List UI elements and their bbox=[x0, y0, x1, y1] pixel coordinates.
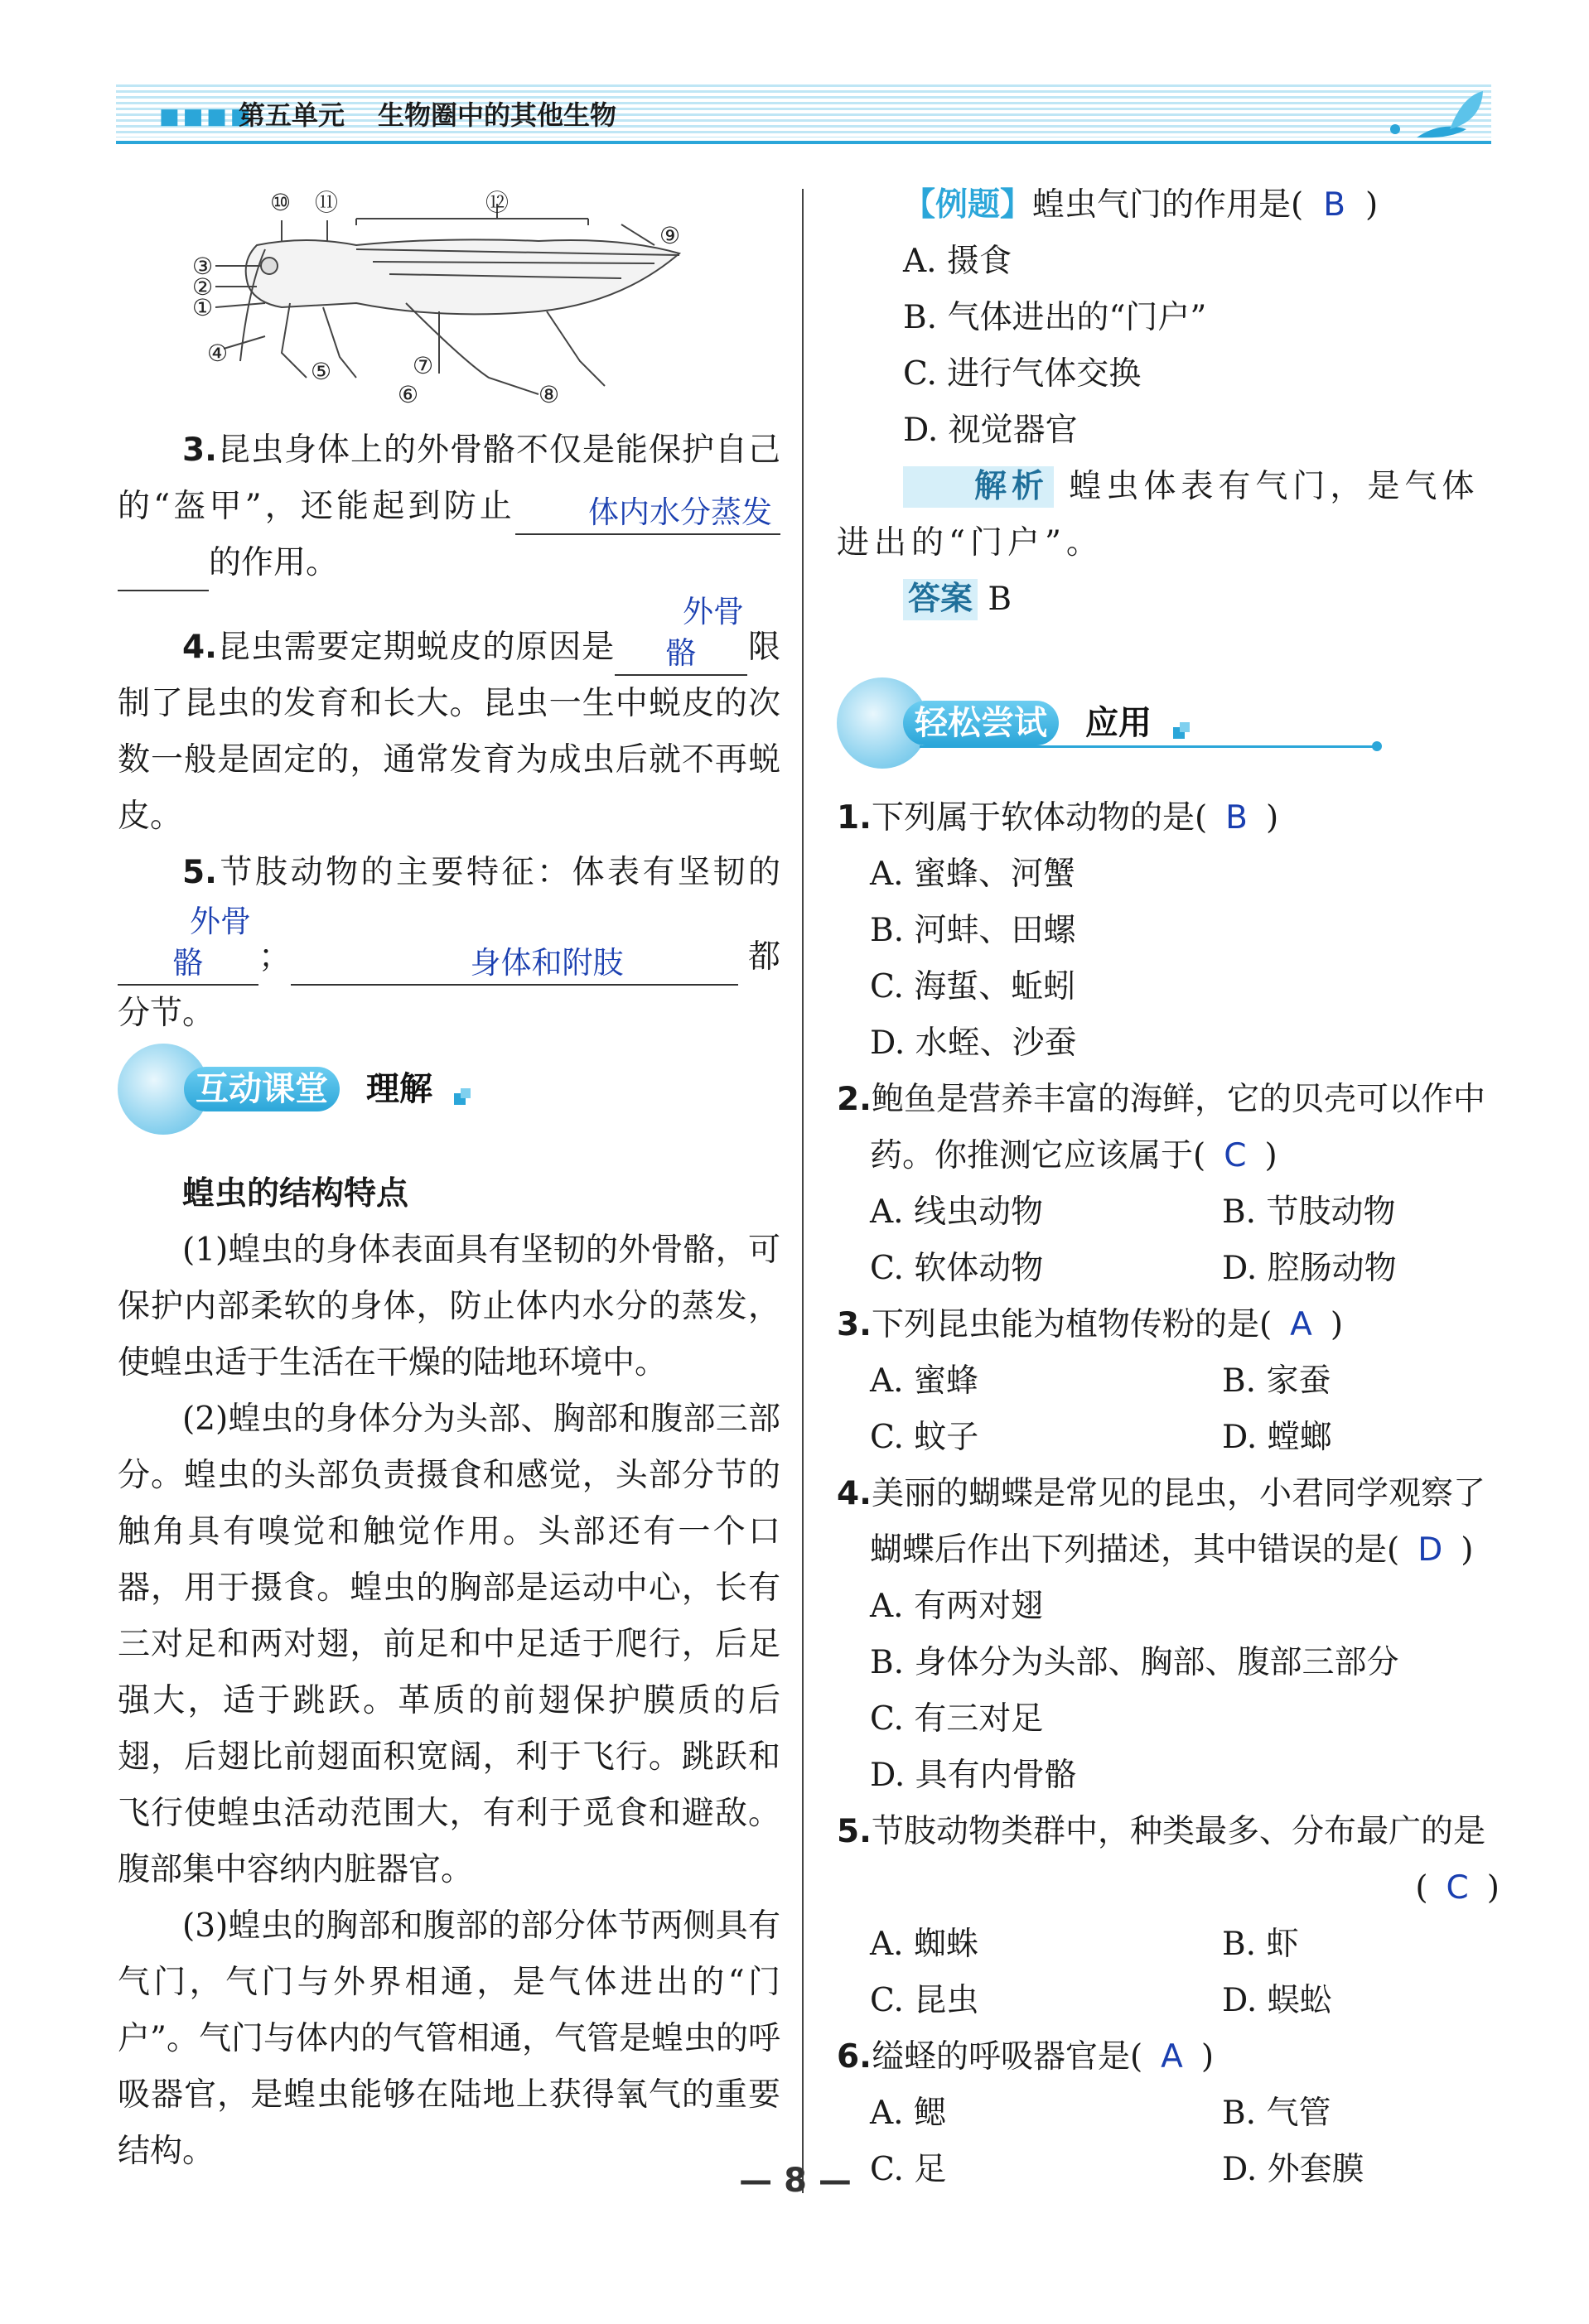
example-tag: 【例题】 bbox=[903, 186, 1033, 224]
diagram-label-10: ⑩ bbox=[270, 189, 292, 216]
example-question: 【例题】蝗虫气门的作用是( B ) bbox=[903, 186, 1379, 224]
practice-question-1: 1.下列属于软体动物的是( B ) bbox=[837, 799, 1279, 837]
q6-options-row-2: C. 足 D. 外套膜 bbox=[870, 2151, 1364, 2188]
banner-pill: 互动课堂 bbox=[184, 1067, 340, 1111]
header-rule bbox=[116, 141, 1491, 144]
example-option-d: D. 视觉器官 bbox=[903, 412, 1078, 449]
answer-tag: 答案 bbox=[903, 579, 978, 620]
q5-options-row-1: A. 蜘蛛 B. 虾 bbox=[870, 1926, 1299, 1963]
locust-diagram bbox=[191, 187, 704, 411]
diagram-label-6: ⑥ bbox=[398, 381, 419, 408]
diagram-label-7: ⑦ bbox=[413, 352, 434, 379]
example-answer: B bbox=[1323, 186, 1345, 224]
leaf-decoration-icon bbox=[1384, 88, 1491, 141]
question-3: 3.昆虫身体上的外骨骼不仅是能保护自己的“盔甲”，还能起到防止 体内水分蒸发的作用。 bbox=[118, 422, 780, 591]
practice-question-4: 4.美丽的蝴蝶是常见的昆虫，小君同学观察了 bbox=[837, 1475, 1485, 1512]
practice-question-5-answer: ( C ) bbox=[1415, 1869, 1500, 1907]
practice-questions bbox=[837, 790, 1500, 2198]
example-analysis: 解析 蝗虫体表有气门，是气体进出的“门户”。 bbox=[837, 468, 1480, 562]
example-option-a: A. 摄食 bbox=[903, 243, 1012, 280]
practice-question-4-cont: 蝴蝶后作出下列描述，其中错误的是( D ) bbox=[870, 1531, 1474, 1569]
analysis-tag: 解析 bbox=[903, 466, 1054, 508]
page-header bbox=[116, 80, 1491, 149]
practice-question-3: 3.下列昆虫能为植物传粉的是( A ) bbox=[837, 1306, 1344, 1343]
section-banner-interactive bbox=[118, 1044, 532, 1135]
topic-paragraph-3: (3)蝗虫的胸部和腹部的部分体节两侧具有气门，气门与外界相通，是气体进出的“门户”。气门与体内的气管相通，气管是蝗虫的呼吸器官，是蝗虫能够在陆地上获得氧气的重要结构。 bbox=[118, 1907, 780, 2170]
q5-options-row-2: C. 昆虫 D. 蜈蚣 bbox=[870, 1982, 1332, 2019]
practice-question-6: 6.缢蛏的呼吸器官是( A ) bbox=[837, 2038, 1215, 2076]
page-number: — 8 — bbox=[739, 2162, 852, 2200]
left-questions bbox=[118, 422, 780, 1042]
q2-options-row-2: C. 软体动物 D. 腔肠动物 bbox=[870, 1250, 1397, 1287]
banner-line-2 bbox=[920, 745, 1374, 748]
answer-blank-q5a: 外骨骼 bbox=[118, 901, 258, 986]
header-unit: 第五单元 bbox=[239, 99, 345, 131]
column-divider bbox=[802, 189, 804, 2193]
header-chapter: 生物圈中的其他生物 bbox=[378, 99, 617, 131]
diagram-label-4: ④ bbox=[207, 340, 229, 367]
question-4: 4.昆虫需要定期蜕皮的原因是外骨骼 限制了昆虫的发育和长大。昆虫一生中蜕皮的次数一般是固定的，通常发育为成虫后就不再蜕皮。 bbox=[118, 591, 780, 845]
topic-paragraph-1: (1)蝗虫的身体表面具有坚韧的外骨骼，可保护内部柔软的身体，防止体内水分的蒸发，使蝗虫适于生活在干燥的陆地环境中。 bbox=[118, 1232, 780, 1381]
banner-rest: 理解 bbox=[366, 1070, 432, 1108]
answer-blank-q3: 体内水分蒸发 bbox=[515, 492, 780, 535]
header-dots-icon: ■■■■ bbox=[159, 104, 254, 129]
q1-option-d: D. 水蛭、沙蚕 bbox=[870, 1025, 1077, 1062]
q4-option-a: A. 有两对翅 bbox=[870, 1588, 1043, 1625]
practice-question-2-cont: 药。你推测它应该属于( C ) bbox=[870, 1137, 1277, 1174]
diagram-label-12: ⑫ bbox=[485, 189, 510, 216]
answer-blank-q5b: 身体和附肢 bbox=[291, 943, 738, 986]
practice-question-2: 2.鲍鱼是营养丰富的海鲜，它的贝壳可以作中 bbox=[837, 1081, 1485, 1118]
q1-option-b: B. 河蚌、田螺 bbox=[870, 912, 1076, 949]
q4-option-b: B. 身体分为头部、胸部、腹部三部分 bbox=[870, 1644, 1399, 1681]
q6-options-row-1: A. 鳃 B. 气管 bbox=[870, 2095, 1331, 2132]
q3-options-row-2: C. 蚊子 D. 螳螂 bbox=[870, 1419, 1332, 1456]
q4-option-c: C. 有三对足 bbox=[870, 1700, 1044, 1738]
header-title bbox=[239, 94, 616, 133]
diagram-label-5: ⑤ bbox=[311, 358, 332, 385]
diagram-label-11: ⑪ bbox=[315, 189, 339, 216]
section-banner-practice bbox=[837, 677, 1384, 769]
q1-option-a: A. 蜜蜂、河蟹 bbox=[870, 856, 1075, 893]
example-option-b: B. 气体进出的“门户” bbox=[903, 299, 1207, 336]
example-option-c: C. 进行气体交换 bbox=[903, 355, 1142, 393]
topic-paragraph-2: (2)蝗虫的身体分为头部、胸部和腹部三部分。蝗虫的头部负责摄食和感觉，头部分节的触角具有嗅觉和触觉作用。头部还有一个口器，用于摄食。蝗虫的胸部是运动中心，长有三对足和两对翅，前足和中足适于爬行，后足强大，适于跳跃。革质的前翅保护膜质的后翅，后翅比前翅面积宽阔，利于飞行。跳跃和飞行使蝗虫活动范围大，有利于觅食和避敌。腹部集中容纳内脏器官。 bbox=[118, 1401, 780, 1888]
banner-end-dot bbox=[1372, 741, 1382, 751]
q4-option-d: D. 具有内骨骼 bbox=[870, 1757, 1077, 1794]
banner-rest-2: 应用 bbox=[1085, 704, 1152, 742]
square-mark-icon-2 bbox=[1173, 722, 1190, 739]
diagram-label-1: ① bbox=[192, 294, 214, 321]
question-5: 5.节肢动物的主要特征：体表有坚韧的外骨骼 ； 身体和附肢 都分节。 bbox=[118, 854, 780, 1032]
q1-option-c: C. 海蜇、蚯蚓 bbox=[870, 968, 1076, 1005]
diagram-label-2: ② bbox=[192, 273, 214, 301]
banner-pill-2: 轻松尝试 bbox=[903, 701, 1059, 745]
example-answer-line: 答案 B bbox=[837, 571, 1500, 628]
q3-options-row-1: A. 蜜蜂 B. 家蚕 bbox=[870, 1362, 1331, 1400]
square-mark-icon bbox=[454, 1088, 471, 1105]
topic-title: 蝗虫的结构特点 bbox=[182, 1175, 409, 1213]
example-block bbox=[837, 177, 1500, 628]
diagram-label-9: ⑨ bbox=[659, 222, 681, 249]
left-topic bbox=[118, 1166, 780, 2180]
q2-options-row-1: A. 线虫动物 B. 节肢动物 bbox=[870, 1193, 1396, 1231]
diagram-label-3: ③ bbox=[192, 253, 214, 280]
answer-blank-q4: 外骨骼 bbox=[615, 591, 747, 676]
diagram-label-8: ⑧ bbox=[539, 381, 560, 408]
practice-question-5: 5.节肢动物类群中，种类最多、分布最广的是 bbox=[837, 1813, 1485, 1850]
